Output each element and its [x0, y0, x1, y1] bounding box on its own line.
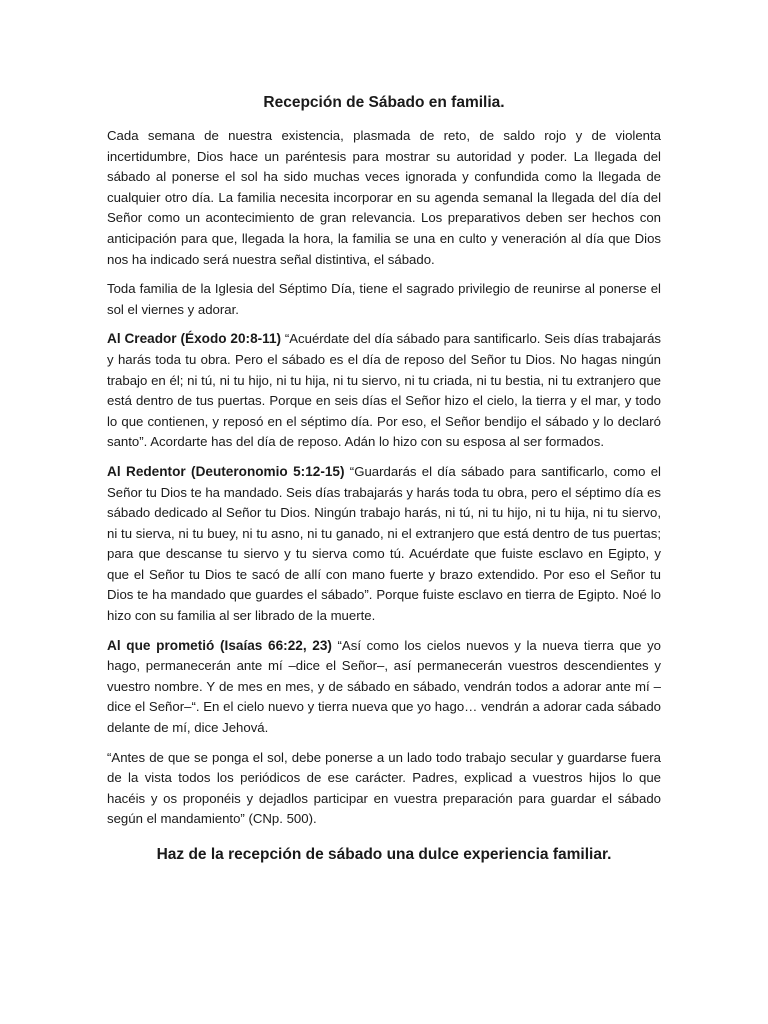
redeemer-heading: Al Redentor (Deuteronomio 5:12-15): [107, 463, 345, 479]
creator-section: [107, 329, 661, 453]
promise-heading: Al que prometió (Isaías 66:22, 23): [107, 637, 332, 653]
redeemer-text: “Guardarás el día sábado para santificarlo, como el Señor tu Dios te ha mandado. Seis días trabajarás y harás toda tu obra, pero el séptimo día es sábado dedicado al Señor tu Dios. Ningún trabajo harás, ni tú, ni tu hijo, ni tu hija, ni tu siervo, ni tu sierva, ni tu buey, ni tu asno, ni tu ganado, ni el extranjero que está dentro de tus puertas; para que descanse tu siervo y tu sierva como tú. Acuérdate que fuiste esclavo en Egipto, y que el Señor tu Dios te sacó de allí con mano fuerte y brazo extendido. Por eso el Señor tu Dios te ha mandado que guardes el sábado”. Porque fuiste esclavo en tierra de Egipto. Noé lo hizo con su familia al ser librado de la muerte.: [107, 463, 661, 624]
document-page: [107, 92, 661, 866]
promise-text: “Así como los cielos nuevos y la nueva tierra que yo hago, permanecerán ante mí –dice el Señor–, así permanecerán vuestros descendientes y vuestro nombre. Y de mes en mes, y de sábado en sábado, vendrán todos a adorar ante mí –dice el Señor–“. En el cielo nuevo y tierra nueva que yo hago… vendrán a adorar cada sábado delante de mí, dice Jehová.: [107, 637, 662, 736]
family-note-paragraph: Toda familia de la Iglesia del Séptimo Día, tiene el sagrado privilegio de reunirse al ponerse el sol el viernes y adorar.: [107, 281, 661, 317]
closing-statement: Haz de la recepción de sábado una dulce experiencia familiar.: [156, 846, 612, 863]
creator-text: “Acuérdate del día sábado para santificarlo. Seis días trabajarás y harás toda tu obra. Pero el sábado es el día de reposo del Señor tu Dios. No hagas ningún trabajo en él; ni tú, ni tu hijo, ni tu hija, ni tu siervo, ni tu criada, ni tu bestia, ni tu extranjero que está dentro de tus puertas. Porque en seis días el Señor hizo el cielo, la tierra y el mar, y todo lo que contienen, y reposó en el séptimo día. Por eso, el Señor bendijo el sábado y lo declaró santo”. Acordarte has del día de reposo. Adán lo hizo con su esposa al ser formados.: [107, 331, 661, 450]
redeemer-section: [107, 462, 661, 627]
creator-heading: Al Creador (Éxodo 20:8-11): [107, 331, 282, 347]
document-title: Recepción de Sábado en familia.: [263, 94, 505, 111]
intro-paragraph: Cada semana de nuestra existencia, plasmada de reto, de saldo rojo y de violenta incertidumbre, Dios hace un paréntesis para mostrar su autoridad y poder. La llegada del sábado al ponerse el sol ha sido muchas veces ignorada y confundida como la llegada de cualquier otro día. La familia necesita incorporar en su agenda semanal la llegada del día del Señor como un acontecimiento de gran relevancia. Los preparativos deben ser hechos con anticipación para que, llegada la hora, la familia se una en culto y veneración al día que Dios nos ha indicado será nuestra señal distintiva, el sábado.: [107, 128, 661, 267]
quote-paragraph: “Antes de que se ponga el sol, debe ponerse a un lado todo trabajo secular y guardarse fuera de la vista todos los periódicos de ese carácter. Padres, explicad a vuestros hijos lo que hacéis y os proponéis y dejadlos participar en vuestra preparación para guardar el sábado según el mandamiento” (CNp. 500).: [107, 749, 661, 827]
promise-section: [107, 636, 661, 739]
